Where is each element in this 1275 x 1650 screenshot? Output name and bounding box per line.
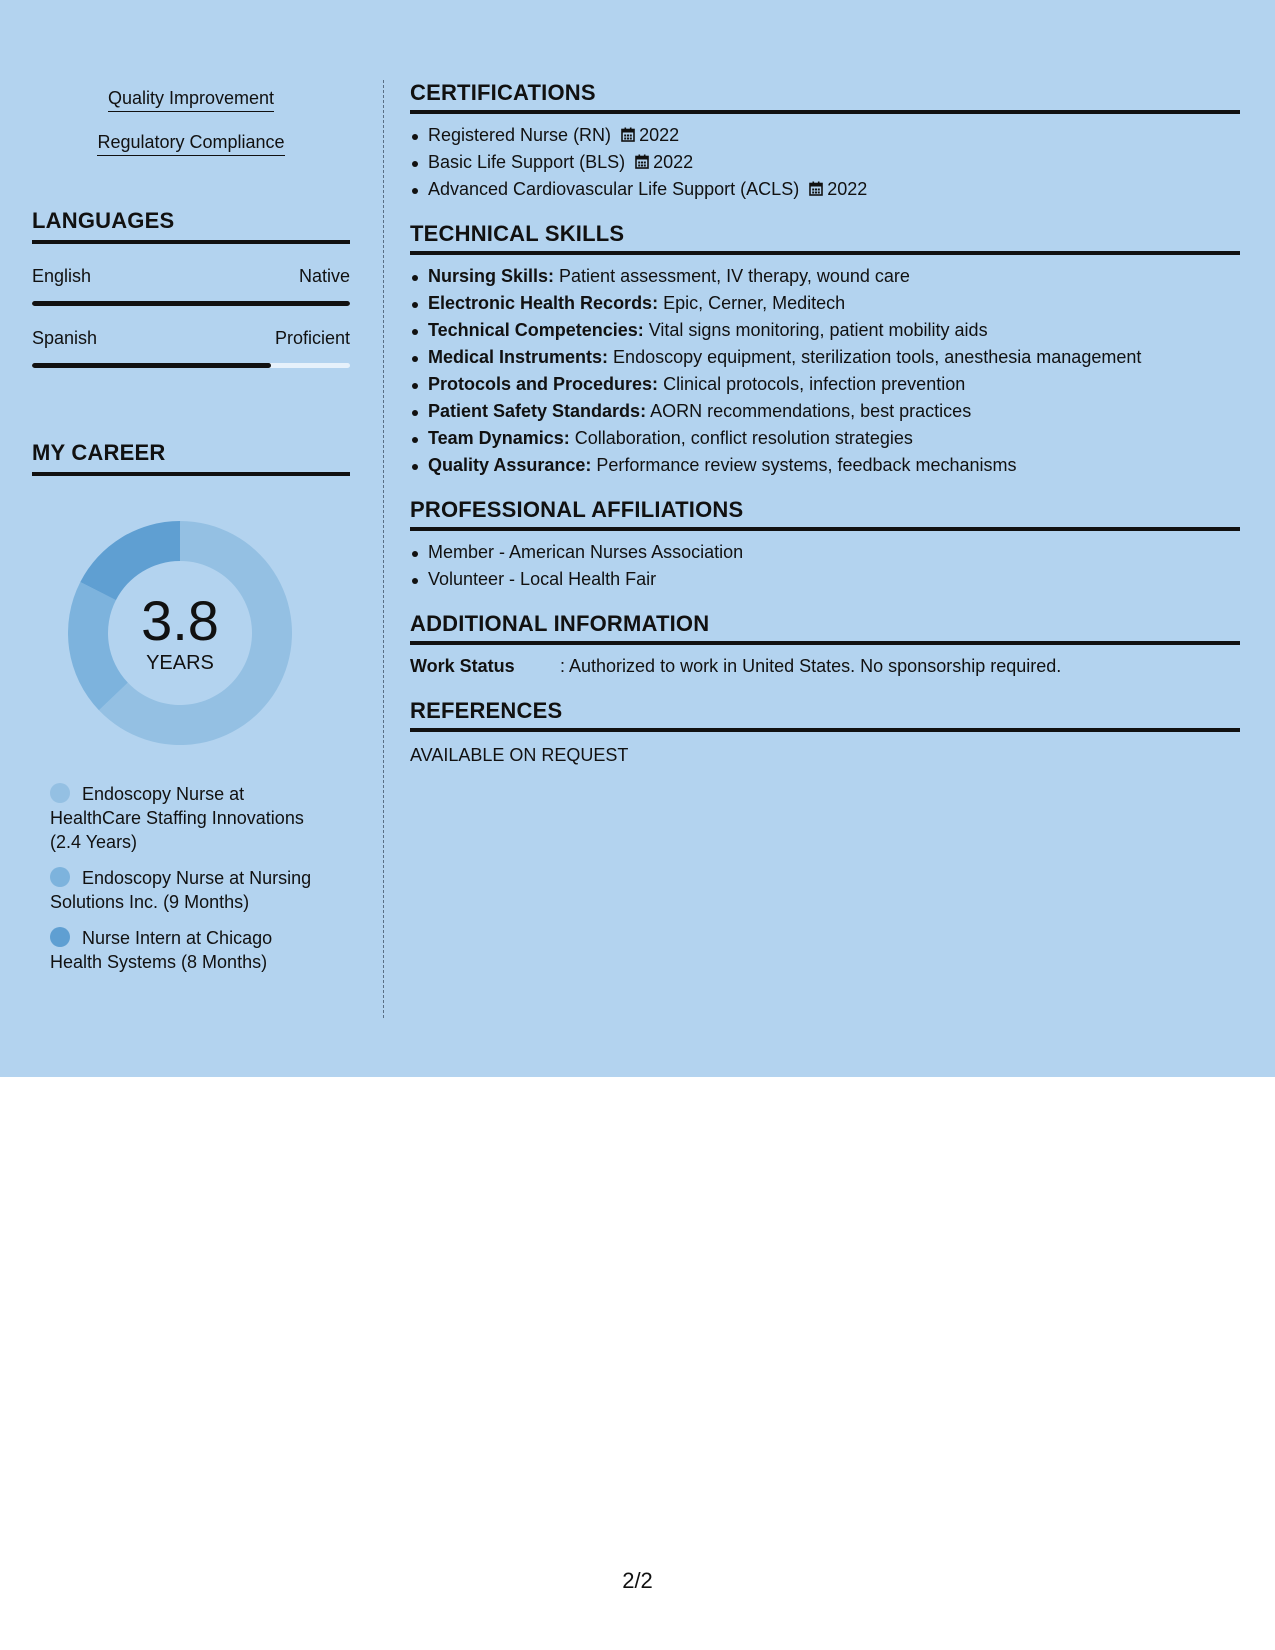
skill-label: Patient Safety Standards:: [428, 401, 647, 421]
skill-tag: Regulatory Compliance: [97, 132, 284, 156]
skill-text: Vital signs monitoring, patient mobility aids: [643, 320, 988, 340]
column-divider: [383, 80, 384, 1018]
skill-label: Protocols and Procedures:: [428, 374, 659, 394]
language-bar-fill: [32, 301, 350, 306]
certification-item: [410, 176, 1240, 203]
language-level: Proficient: [274, 328, 350, 348]
language-bar: [32, 363, 350, 368]
skill-item: [410, 425, 1240, 452]
skill-tag: Quality Improvement: [108, 88, 274, 112]
career-legend-label: Nurse Intern at Chicago Health Systems (8 Months): [50, 928, 273, 972]
skill-text: Clinical protocols, infection prevention: [658, 374, 966, 394]
page-number: 2/2: [622, 1568, 653, 1593]
career-donut-chart: [65, 518, 295, 748]
calendar-icon: [635, 154, 649, 169]
career-total-unit: YEARS: [146, 651, 214, 674]
certification-year: 2022: [639, 125, 680, 145]
skill-text: Epic, Cerner, Meditech: [658, 293, 846, 313]
skill-tags: [32, 88, 350, 176]
main-column: [410, 80, 1240, 787]
additional-info-section: [410, 611, 1240, 680]
certifications-heading: CERTIFICATIONS: [410, 80, 1240, 114]
technical-skills-heading: TECHNICAL SKILLS: [410, 221, 1240, 255]
career-legend: [32, 782, 322, 974]
affiliations-heading: PROFESSIONAL AFFILIATIONS: [410, 497, 1240, 531]
affiliation-item: Volunteer - Local Health Fair: [410, 566, 1240, 593]
career-legend-label: Endoscopy Nurse at Nursing Solutions Inc. (9 Months): [50, 868, 312, 912]
language-bar-fill: [32, 363, 271, 368]
career-legend-label: Endoscopy Nurse at HealthCare Staffing Innovations (2.4 Years): [50, 784, 304, 852]
skill-text: Collaboration, conflict resolution strategies: [569, 428, 913, 448]
additional-info-heading: ADDITIONAL INFORMATION: [410, 611, 1240, 645]
certification-item: [410, 122, 1240, 149]
career-total-years: 3.8: [141, 588, 219, 652]
career-heading: MY CAREER: [32, 440, 350, 476]
sidebar: [32, 80, 350, 1020]
skill-item: [410, 398, 1240, 425]
skill-item: [410, 344, 1240, 371]
legend-dot-icon: [50, 867, 70, 887]
skill-item: [410, 263, 1240, 290]
affiliation-item: Member - American Nurses Association: [410, 539, 1240, 566]
skill-item: [410, 452, 1240, 479]
skill-text: Patient assessment, IV therapy, wound care: [554, 266, 910, 286]
work-status-row: [410, 653, 1240, 680]
languages-section: [32, 208, 350, 368]
skill-item: [410, 290, 1240, 317]
certification-name: Basic Life Support (BLS): [428, 152, 626, 172]
language-level: Native: [298, 266, 350, 286]
skill-text: Endoscopy equipment, sterilization tools, anesthesia management: [608, 347, 1142, 367]
legend-dot-icon: [50, 927, 70, 947]
skill-text: Performance review systems, feedback mechanisms: [591, 455, 1017, 475]
skill-label: Nursing Skills:: [428, 266, 555, 286]
language-row: [32, 266, 350, 306]
skill-text: AORN recommendations, best practices: [646, 401, 972, 421]
skill-label: Technical Competencies:: [428, 320, 644, 340]
work-status-value: : Authorized to work in United States. No sponsorship required.: [560, 656, 1062, 676]
languages-heading: LANGUAGES: [32, 208, 350, 244]
certification-item: [410, 149, 1240, 176]
language-row: [32, 328, 350, 368]
work-status-label: Work Status: [410, 656, 515, 676]
skill-label: Team Dynamics:: [428, 428, 570, 448]
skill-label: Electronic Health Records:: [428, 293, 659, 313]
language-name: English: [32, 266, 92, 286]
skill-item: [410, 371, 1240, 398]
certification-year: 2022: [653, 152, 694, 172]
affiliations-section: [410, 497, 1240, 593]
skill-item: [410, 317, 1240, 344]
certifications-section: [410, 80, 1240, 203]
language-bar: [32, 301, 350, 306]
references-heading: REFERENCES: [410, 698, 1240, 732]
certification-name: Registered Nurse (RN): [428, 125, 612, 145]
references-section: [410, 698, 1240, 769]
career-legend-item: [50, 926, 322, 974]
calendar-icon: [621, 127, 635, 142]
references-text: AVAILABLE ON REQUEST: [410, 745, 629, 765]
certification-year: 2022: [827, 179, 868, 199]
donut-center: [65, 518, 295, 748]
calendar-icon: [809, 181, 823, 196]
career-legend-item: [50, 866, 322, 914]
career-legend-item: [50, 782, 322, 854]
skill-label: Quality Assurance:: [428, 455, 592, 475]
legend-dot-icon: [50, 783, 70, 803]
career-section: [32, 440, 350, 974]
skill-label: Medical Instruments:: [428, 347, 609, 367]
language-name: Spanish: [32, 328, 98, 348]
technical-skills-section: [410, 221, 1240, 479]
certification-name: Advanced Cardiovascular Life Support (ACLS): [428, 179, 800, 199]
